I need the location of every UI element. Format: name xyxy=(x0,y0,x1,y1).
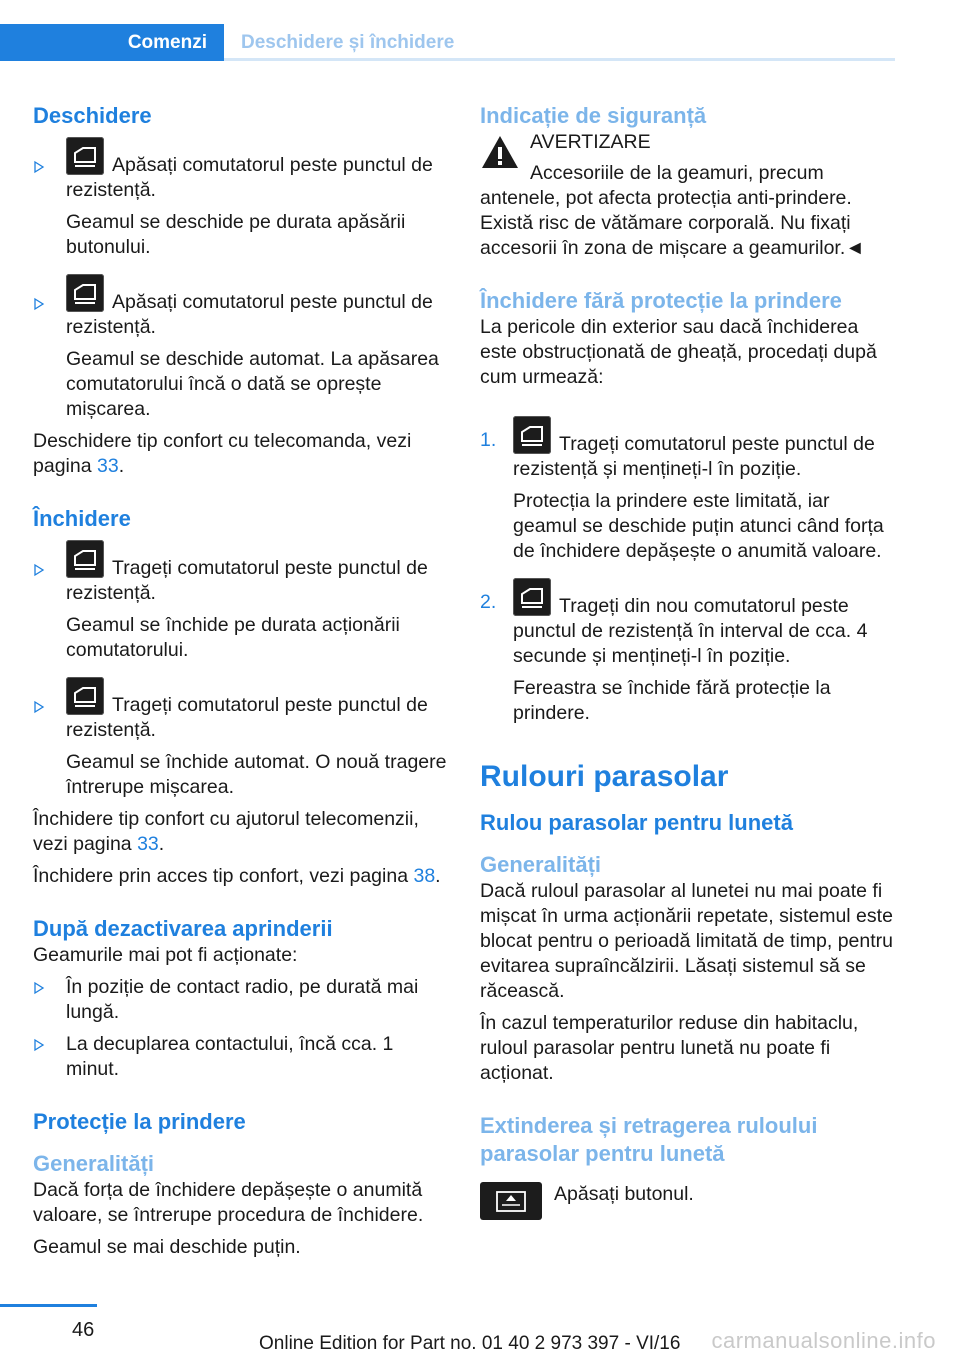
heading-sunblinds: Rulouri parasolar xyxy=(480,760,729,793)
warning-triangle-icon xyxy=(480,134,520,177)
window-switch-icon xyxy=(66,137,104,175)
warning-label: AVERTIZARE xyxy=(530,131,651,153)
text: Fereastra se închide fără protecție la prindere. xyxy=(513,677,831,724)
right-column xyxy=(480,102,898,1220)
text: Trageți comutatorul peste punctul de rezistență. xyxy=(66,557,428,604)
heading-opening: Deschidere xyxy=(33,103,152,128)
text: Geamul se deschide pe durata apăsării butonului. xyxy=(66,211,406,258)
window-switch-icon xyxy=(66,677,104,715)
heading-pinch-protection: Protecție la prindere xyxy=(33,1109,246,1134)
text: Apăsați comutatorul peste punctul de rezistență. xyxy=(66,291,433,338)
left-column xyxy=(33,102,451,1260)
list-item xyxy=(33,274,451,422)
page-link[interactable]: 33 xyxy=(96,455,119,477)
warning-block xyxy=(480,130,898,155)
paragraph: Dacă forța de închidere depășește o anumită valoare, se întrerupe procedura de închidere. xyxy=(33,1179,424,1226)
paragraph: În cazul temperaturilor reduse din habitaclu, ruloul parasolar pentru lunetă nu poate fi acționat. xyxy=(480,1012,859,1084)
heading-general: Generalități xyxy=(480,852,602,877)
text: Protecția la prindere este limitată, iar geamul se deschide puțin atunci când forța de închidere depășește o anumită valoare. xyxy=(513,490,884,562)
list-item xyxy=(33,1032,451,1082)
paragraph: Închidere tip confort cu ajutorul telecomenzii, vezi pagina 33. xyxy=(33,808,419,855)
list-item xyxy=(480,578,898,726)
list-item xyxy=(33,540,451,663)
text: Geamul se deschide automat. La apăsarea comutatorului încă o dată se oprește mișcarea. xyxy=(66,348,439,420)
text: Trageți comutatorul peste punctul de rezistență. xyxy=(66,694,428,741)
window-switch-icon xyxy=(66,274,104,312)
heading-closing: Închidere xyxy=(33,506,131,531)
heading-general: Generalități xyxy=(33,1151,155,1176)
page-link[interactable]: 33 xyxy=(137,833,159,855)
text: Geamul se închide automat. O nouă tragere întrerupe mișcarea. xyxy=(66,751,447,798)
text: Apăsați butonul. xyxy=(554,1183,694,1206)
window-switch-icon xyxy=(66,540,104,578)
bullet-triangle-icon xyxy=(33,1032,45,1065)
paragraph: Dacă ruloul parasolar al lunetei nu mai poate fi mișcat în urma acționării repetate, sistemul este blocat pentru o perioadă limitată de timp, pentru evitarea supraîncălzirii. Lăsați sistemul să se răcească. xyxy=(480,880,893,1002)
watermark: carmanualsonline.info xyxy=(711,1328,936,1353)
page-link[interactable]: 38 xyxy=(413,865,436,887)
bullet-triangle-icon xyxy=(33,274,45,322)
heading-after-ignition: După dezactivarea aprinderii xyxy=(33,916,333,941)
text: Apăsați comutatorul peste punctul de rezistență. xyxy=(66,154,433,201)
bullet-triangle-icon xyxy=(33,677,45,725)
step-number: 2. xyxy=(480,591,497,613)
text: În poziție de contact radio, pe durată mai lungă. xyxy=(66,976,419,1023)
footer-edition: Online Edition for Part no. 01 40 2 973 397 - VI/16 xyxy=(259,1333,681,1354)
paragraph: La pericole din exterior sau dacă închiderea este obstrucționată de gheață, procedați după cum urmează: xyxy=(480,316,877,388)
text: La decuplarea contactului, încă cca. 1 minut. xyxy=(66,1033,394,1080)
warning-text: Accesoriile de la geamuri, precum antenele, pot afecta protecția anti-prindere. Există risc de vătămare corporală. Nu fixați accesorii în zona de mișcare a geamurilor.◄ xyxy=(480,162,865,259)
text: Geamul se închide pe durata acționării comutatorului. xyxy=(66,614,400,661)
bullet-triangle-icon xyxy=(33,975,45,1008)
step-number: 1. xyxy=(480,429,497,451)
list-item xyxy=(33,677,451,800)
header-tab-section[interactable]: Deschidere și închidere xyxy=(241,32,455,53)
window-switch-icon xyxy=(513,578,551,616)
page-number: 46 xyxy=(72,1319,95,1341)
paragraph xyxy=(480,1182,898,1220)
paragraph: Geamul se mai deschide puțin. xyxy=(33,1236,301,1258)
text: Trageți din nou comutatorul peste punctul de rezistență în interval de cca. 4 secunde și mențineți-l în poziție. xyxy=(513,595,868,667)
bullet-triangle-icon xyxy=(33,137,45,185)
header-tab-comenzi[interactable]: Comenzi xyxy=(0,24,224,61)
heading-no-pinch: Închidere fără protecție la prindere xyxy=(480,288,842,313)
sunblind-button-icon xyxy=(480,1182,542,1220)
text: Trageți comutatorul peste punctul de rezistență și mențineți-l în poziție. xyxy=(513,433,875,480)
heading-extend: Extinderea și retragerea ruloului parasolar pentru lunetă xyxy=(480,1113,818,1166)
footer-rule xyxy=(0,1304,97,1307)
list-item xyxy=(480,416,898,564)
paragraph: Geamurile mai pot fi acționate: xyxy=(33,944,298,966)
paragraph: Închidere prin acces tip confort, vezi pagina 38. xyxy=(33,865,441,887)
heading-rear-blind: Rulou parasolar pentru lunetă xyxy=(480,810,793,835)
list-item xyxy=(33,975,451,1025)
list-item xyxy=(33,137,451,260)
paragraph: Deschidere tip confort cu telecomanda, vezi pagina 33. xyxy=(33,430,412,477)
window-switch-icon xyxy=(513,416,551,454)
bullet-triangle-icon xyxy=(33,540,45,588)
heading-safety: Indicație de siguranță xyxy=(480,103,707,128)
